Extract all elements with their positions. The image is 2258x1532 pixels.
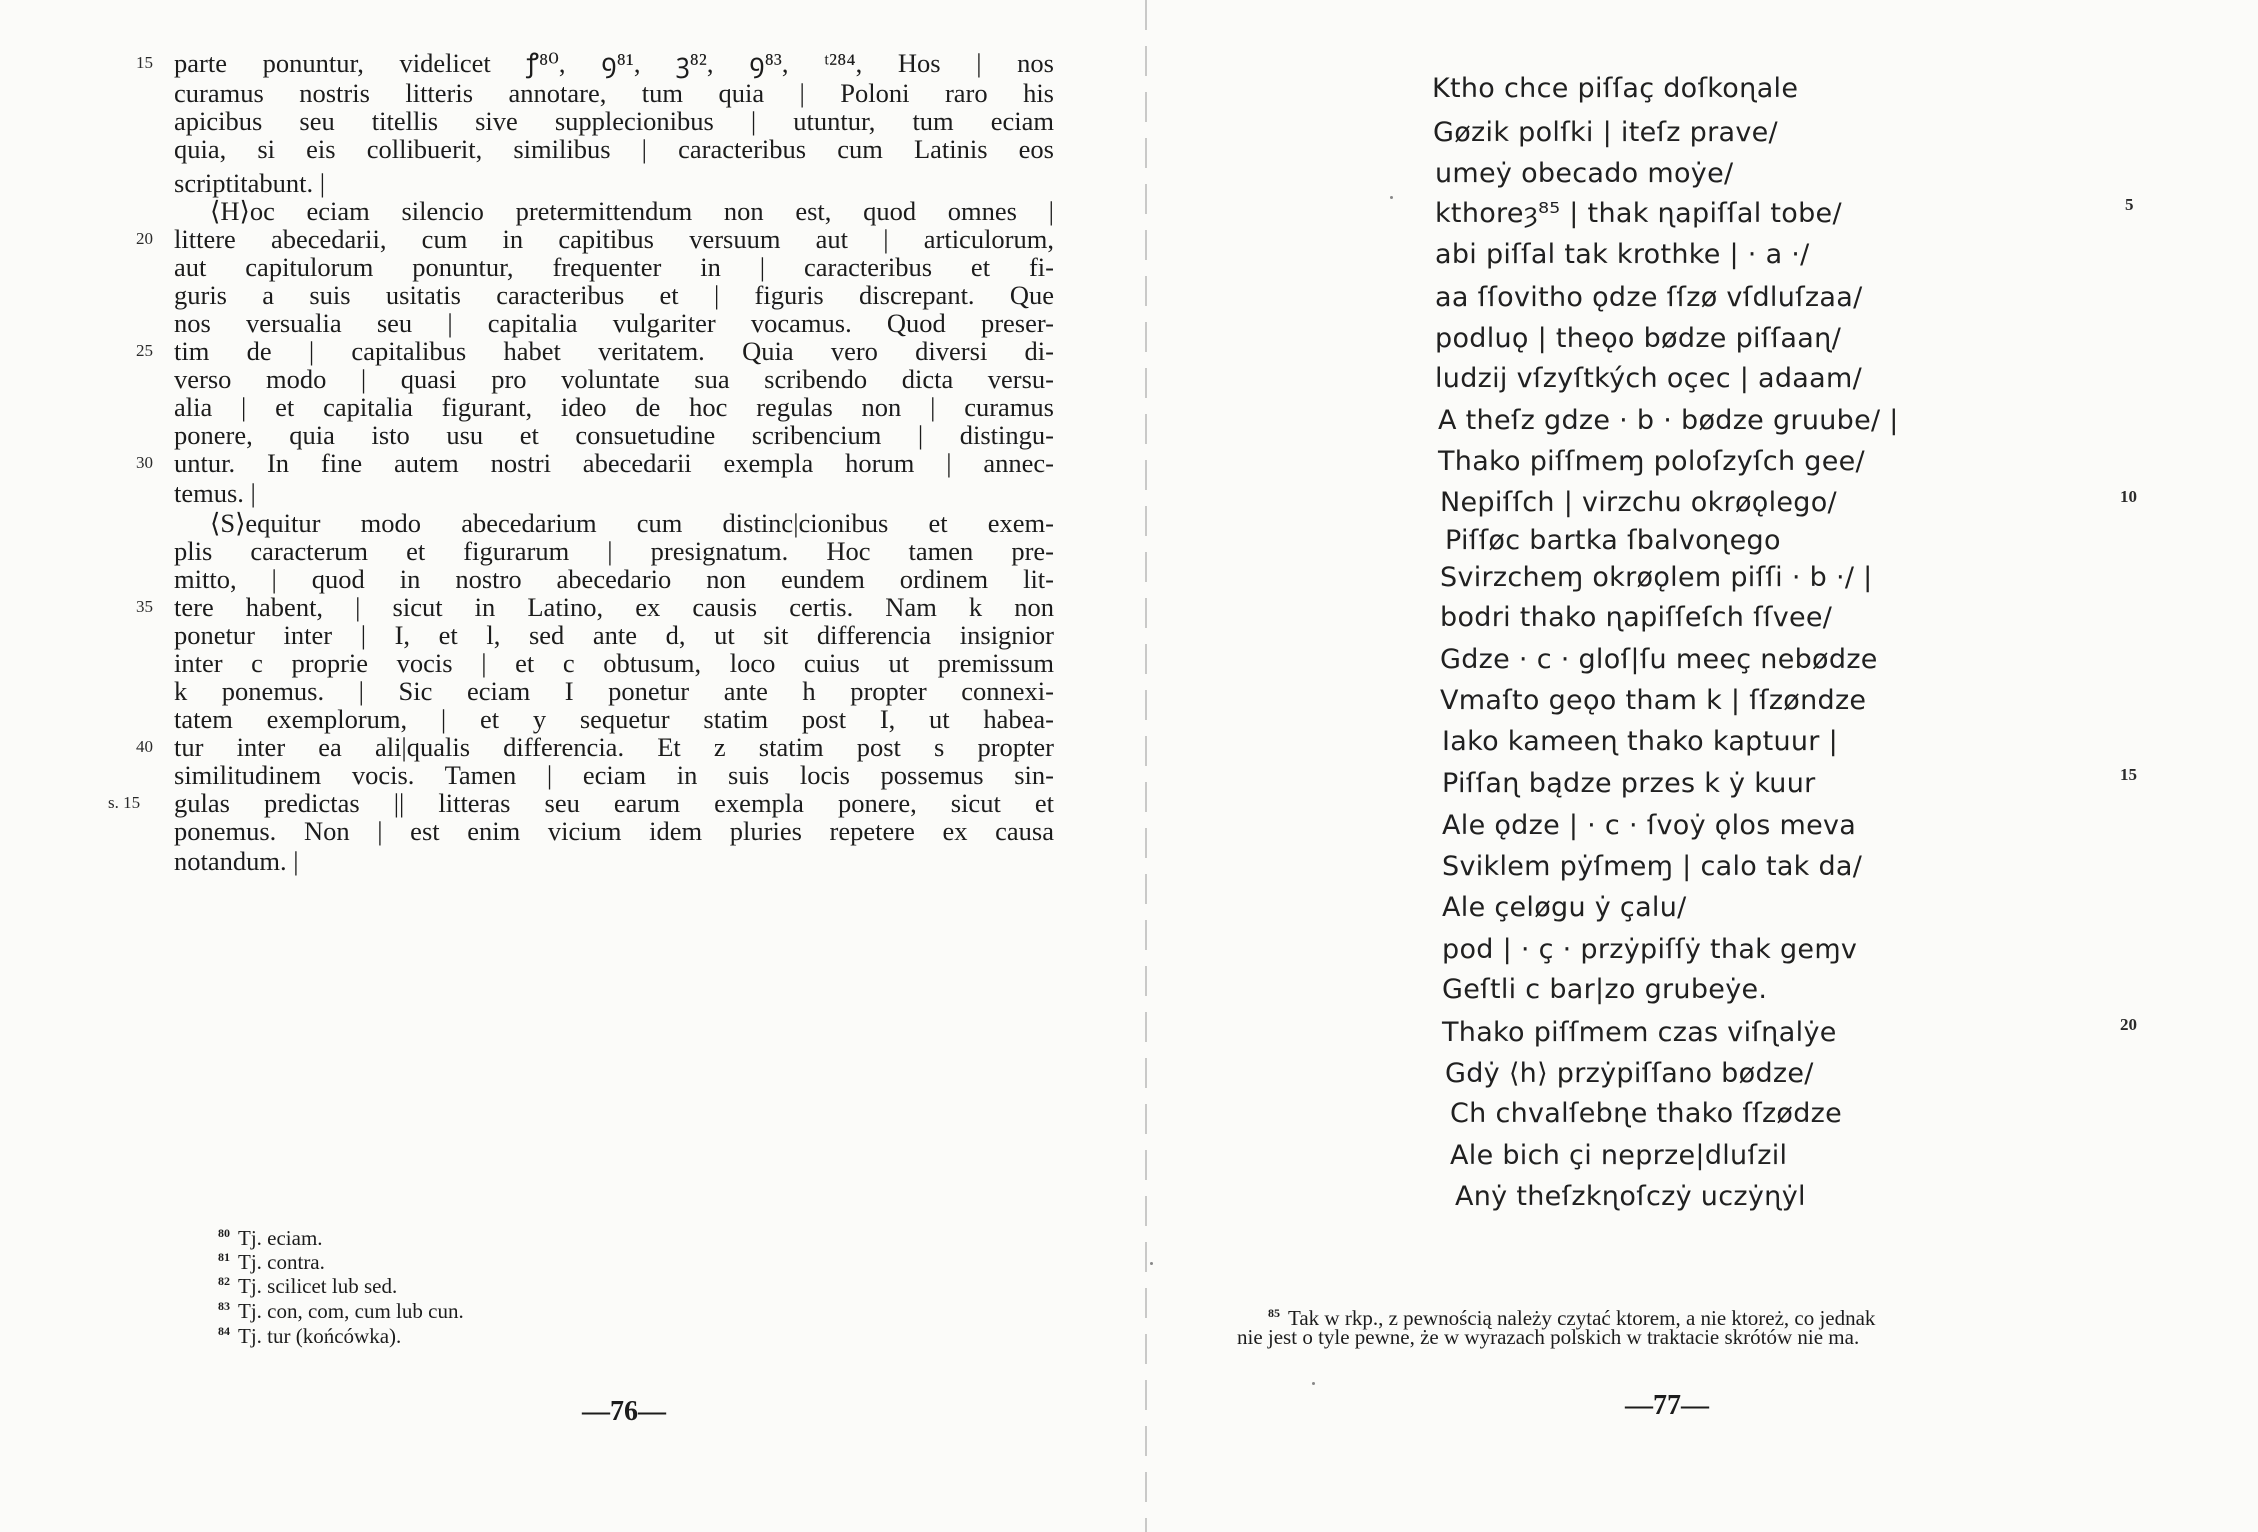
footnote-text: Tj. contra.: [238, 1250, 325, 1274]
line-number: 15: [136, 53, 153, 72]
text-line: aut capitulorum ponuntur, frequenter in | caracteribus et fi-: [174, 252, 1054, 282]
text-line: ⟨S⟩equitur modo abecedarium cum distinc|cionibus et exem-: [210, 508, 1054, 538]
footnote-text: Tj. con, com, cum lub cun.: [238, 1299, 464, 1323]
line-number: 40: [136, 737, 153, 756]
text-line: inter c proprie vocis | et c obtusum, loco cuius ut premissum: [174, 648, 1054, 678]
footnote-mark: 81: [218, 1250, 230, 1264]
verse-line: pod | · ç · przẏpiſſẏ thak geɱv: [1442, 934, 1858, 965]
verse-line: kthoreȝ⁸⁵ | thak ɳapiſſal tobe/: [1435, 198, 1842, 229]
verse-line: Thako piſſmeɱ poloſzyſch gee/: [1438, 446, 1865, 477]
footnote-mark: 83: [218, 1299, 230, 1313]
line-number: 25: [136, 341, 153, 360]
text-line: parte ponuntur, videlicet ꝭ⁸⁰, ꝯ⁸¹, ꝫ⁸², ꝯ⁸³, ᵗ²⁸⁴, Hos | nos: [174, 48, 1054, 78]
text-line: nos versualia seu | capitalia vulgariter vocamus. Quod preser-: [174, 308, 1054, 338]
line-number: 20: [136, 229, 153, 248]
verse-line: Sviklem pẏſmeɱ | calo tak da/: [1442, 851, 1863, 882]
text-line: gulas predictas || litteras seu earum exempla ponere, sicut et: [174, 788, 1054, 818]
verse-line: Geſtli c bar|zo grubeẏe.: [1442, 974, 1768, 1005]
text-line: plis caracterum et figurarum | presignatum. Hoc tamen pre-: [174, 536, 1054, 566]
verse-line: Thako piſſmem czas viſɳalẏe: [1442, 1017, 1837, 1048]
text-line: guris a suis usitatis caracteribus et | figuris discrepant. Que: [174, 280, 1054, 310]
text-line: quia, si eis collibuerit, similibus | caracteribus cum Latinis eos: [174, 134, 1054, 164]
book-spine: [1145, 0, 1147, 1532]
verse-line-marker: 20: [2120, 1015, 2137, 1034]
verse-line: Gdẏ ⟨h⟩ przẏpiſſano bødze/: [1445, 1058, 1814, 1089]
text-line: similitudinem vocis. Tamen | eciam in suis locis possemus sin-: [174, 760, 1054, 790]
footnote-mark: 84: [218, 1324, 230, 1338]
footnote-text: Tj. scilicet lub sed.: [238, 1274, 398, 1298]
footnote-text: Tj. eciam.: [238, 1226, 323, 1250]
text-line: scriptitabunt. |: [174, 168, 326, 198]
print-speck: [1312, 1382, 1315, 1385]
verse-line-marker: 15: [2120, 765, 2137, 784]
text-line: curamus nostris litteris annotare, tum quia | Poloni raro his: [174, 78, 1054, 108]
text-line: tere habent, | sicut in Latino, ex causis certis. Nam k non: [174, 592, 1054, 622]
verse-line: Piſſøc bartka ſbalvoɳego: [1445, 525, 1781, 556]
text-line: temus. |: [174, 478, 256, 508]
verse-line-marker: 5: [2125, 195, 2134, 214]
text-line: ⟨H⟩oc eciam silencio pretermittendum non est, quod omnes |: [210, 196, 1054, 226]
text-line: tatem exemplorum, | et y sequetur statim post I, ut habea-: [174, 704, 1054, 734]
verse-line: ludzij vſzyſtkých oçec | adaam/: [1435, 363, 1862, 394]
verse-line: A theſz gdze · b · bødze gruube/ |: [1438, 405, 1899, 436]
footnote-mark: 85: [1268, 1306, 1280, 1320]
verse-line: Anẏ theſzkɳoſczẏ uczẏɳẏl: [1455, 1181, 1806, 1212]
verse-line: Ale bich çi neprze|dluſzil: [1450, 1140, 1788, 1171]
verse-line: aa ſſovitho ǫdze ſſzø vſdluſzaa/: [1435, 282, 1863, 313]
page-number: —76—: [582, 1396, 666, 1427]
verse-line: Iako kameeɳ thako kaptuur |: [1442, 726, 1838, 757]
verse-line: Ch chvalſebɳe thako ſſzødze: [1450, 1098, 1843, 1129]
verse-line: abi piſſal tak krothke | · a ·/: [1435, 239, 1810, 270]
footnote-mark: 80: [218, 1226, 230, 1240]
text-line: k ponemus. | Sic eciam I ponetur ante h propter connexi-: [174, 676, 1054, 706]
text-line: mitto, | quod in nostro abecedario non eundem ordinem lit-: [174, 564, 1054, 594]
verse-line: Ale çeløgu ẏ çalu/: [1442, 892, 1687, 923]
footnote-continuation: nie jest o tyle pewne, że w wyrazach polskich w traktacie skrótów nie ma.: [1237, 1325, 1860, 1349]
verse-line: Nepiſſch | virzchu okrøǫlego/: [1440, 487, 1837, 518]
text-line: verso modo | quasi pro voluntate sua scribendo dicta versu-: [174, 364, 1054, 394]
line-number: 30: [136, 453, 153, 472]
text-line: notandum. |: [174, 846, 299, 876]
text-line: tim de | capitalibus habet veritatem. Quia vero diversi di-: [174, 336, 1054, 366]
verse-line: Ale ǫdze | · c · ſvoẏ ǫlos meva: [1442, 810, 1857, 841]
text-line: untur. In fine autem nostri abecedarii exempla horum | annec-: [174, 448, 1054, 478]
verse-line: bodri thako ɳapiſſeſch ſſvee/: [1440, 602, 1833, 633]
print-speck: [1150, 1262, 1153, 1265]
verse-line: Gdze · c · gloſ|ſu meeç nebødze: [1440, 644, 1878, 675]
text-line: littere abecedarii, cum in capitibus versuum aut | articulorum,: [174, 224, 1054, 254]
text-line: ponere, quia isto usu et consuetudine scribencium | distingu-: [174, 420, 1054, 450]
verse-line: Vmaſto geǫo tham k | ſſzøndze: [1440, 685, 1867, 716]
text-line: alia | et capitalia figurant, ideo de hoc regulas non | curamus: [174, 392, 1054, 422]
footnote-mark: 82: [218, 1274, 230, 1288]
text-line: tur inter ea ali|qualis differencia. Et z statim post s propter: [174, 732, 1054, 762]
footnote-text: Tj. tur (końcówka).: [238, 1324, 402, 1348]
print-speck: [1390, 196, 1393, 199]
verse-line: Piſſaɳ bądze przes k ẏ kuur: [1442, 768, 1816, 799]
text-line: ponemus. Non | est enim vicium idem pluries repetere ex causa: [174, 816, 1054, 846]
verse-line: Ktho chce piſſaç doſkoɳale: [1432, 73, 1799, 104]
footnote-text: Tak w rkp., z pewnością należy czytać ktorem, a nie ktoreż, co jednak: [1288, 1306, 1876, 1330]
verse-line: podluǫ | theǫo bødze piſſaaɳ/: [1435, 323, 1842, 354]
footnote: [218, 1318, 401, 1349]
page-number: —77—: [1625, 1390, 1709, 1421]
verse-line: Svirzcheɱ okrøǫlem piſſi · b ·/ |: [1440, 562, 1873, 593]
verse-line: umeẏ obecado moẏe/: [1435, 158, 1734, 189]
line-number: 35: [136, 597, 153, 616]
verse-line: Gøzik polſki | iteſz prave/: [1433, 117, 1778, 148]
text-line: apicibus seu titellis sive supplecionibus | utuntur, tum eciam: [174, 106, 1054, 136]
verse-line-marker: 10: [2120, 487, 2137, 506]
text-line: ponetur inter | I, et l, sed ante d, ut sit differencia insignior: [174, 620, 1054, 650]
line-number: s. 15: [108, 793, 141, 812]
